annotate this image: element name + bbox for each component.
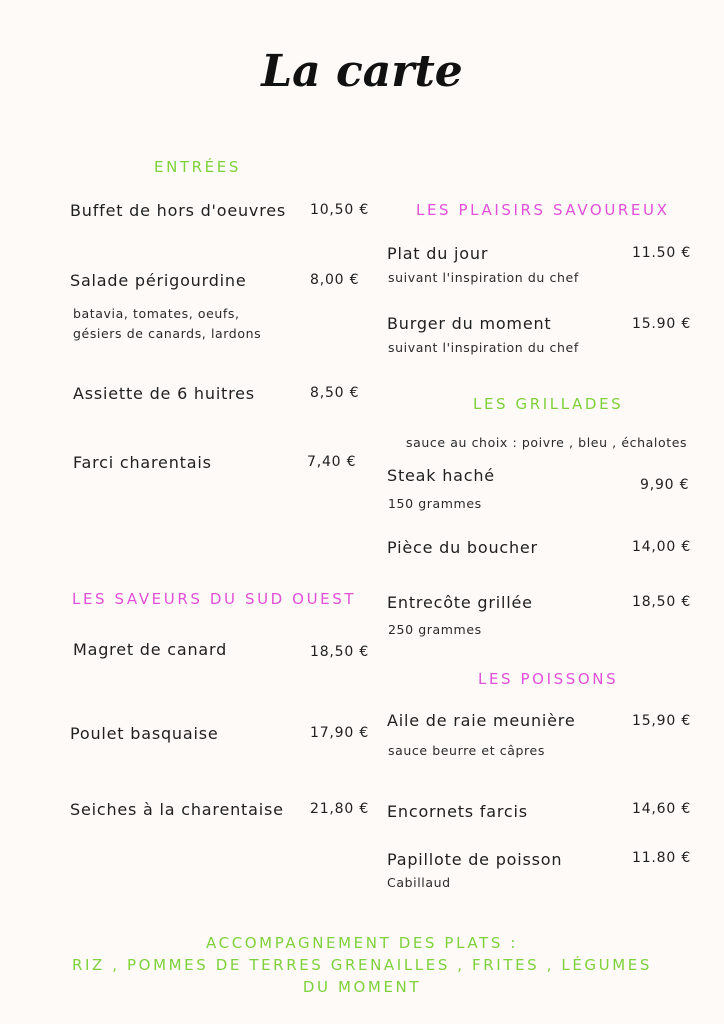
section-heading-poissons: LES POISSONS [478,670,619,688]
menu-item-description: 150 grammes [388,496,482,511]
menu-item-name: Encornets farcis [387,802,528,821]
menu-item-price: 9,90 € [640,477,690,493]
menu-item-price: 11.50 € [632,245,692,261]
menu-item-name: Assiette de 6 huitres [73,384,255,403]
menu-item-name: Seiches à la charentaise [70,800,284,819]
section-heading-plaisirs: LES PLAISIRS SAVOUREUX [416,201,670,219]
menu-item-price: 10,50 € [310,202,370,218]
menu-item-name: Magret de canard [73,640,228,659]
section-heading-entrees: ENTRÉES [154,158,241,176]
menu-item-name: Plat du jour [387,244,489,263]
footer-accompagnement-line: DU MOMENT [302,978,422,996]
menu-item-description: 250 grammes [388,622,482,637]
menu-item-price: 11.80 € [632,850,692,866]
menu-item-description: batavia, tomates, oeufs, [73,306,240,321]
menu-item-description: sauce beurre et câpres [388,743,545,758]
menu-item-name: Aile de raie meunière [387,711,576,730]
footer-accompagnement-title: ACCOMPAGNEMENT DES PLATS : [206,934,518,952]
menu-item-price: 7,40 € [307,454,357,470]
menu-item-name: Burger du moment [387,314,552,333]
menu-item-description: Cabillaud [387,875,451,890]
menu-item-price: 18,50 € [310,644,370,660]
menu-item-description: gésiers de canards, lardons [73,326,262,341]
menu-item-price: 15.90 € [632,316,692,332]
menu-item-name: Pièce du boucher [387,538,538,557]
menu-item-price: 8,50 € [310,385,360,401]
menu-item-name: Steak haché [387,466,495,485]
section-note: sauce au choix : poivre , bleu , échalotes [406,435,688,450]
menu-item-price: 18,50 € [632,594,692,610]
section-heading-saveurs: LES SAVEURS DU SUD OUEST [72,590,357,608]
menu-item-name: Entrecôte grillée [387,593,533,612]
menu-item-price: 21,80 € [310,801,370,817]
menu-item-name: Papillote de poisson [387,850,563,869]
section-heading-grillades: LES GRILLADES [473,395,624,413]
menu-item-price: 14,00 € [632,539,692,555]
menu-item-price: 15,90 € [632,713,692,729]
page-title: La carte [261,46,463,97]
menu-item-price: 8,00 € [310,272,360,288]
menu-item-price: 14,60 € [632,801,692,817]
menu-item-name: Farci charentais [73,453,212,472]
menu-item-description: suivant l'inspiration du chef [388,340,579,355]
menu-item-name: Salade périgourdine [70,271,247,290]
menu-item-name: Buffet de hors d'oeuvres [70,201,287,220]
menu-item-price: 17,90 € [310,725,370,741]
menu-item-description: suivant l'inspiration du chef [388,270,579,285]
footer-accompagnement-line: RIZ , POMMES DE TERRES GRENAILLES , FRITES , LÉGUMES [72,956,652,974]
menu-item-name: Poulet basquaise [70,724,219,743]
